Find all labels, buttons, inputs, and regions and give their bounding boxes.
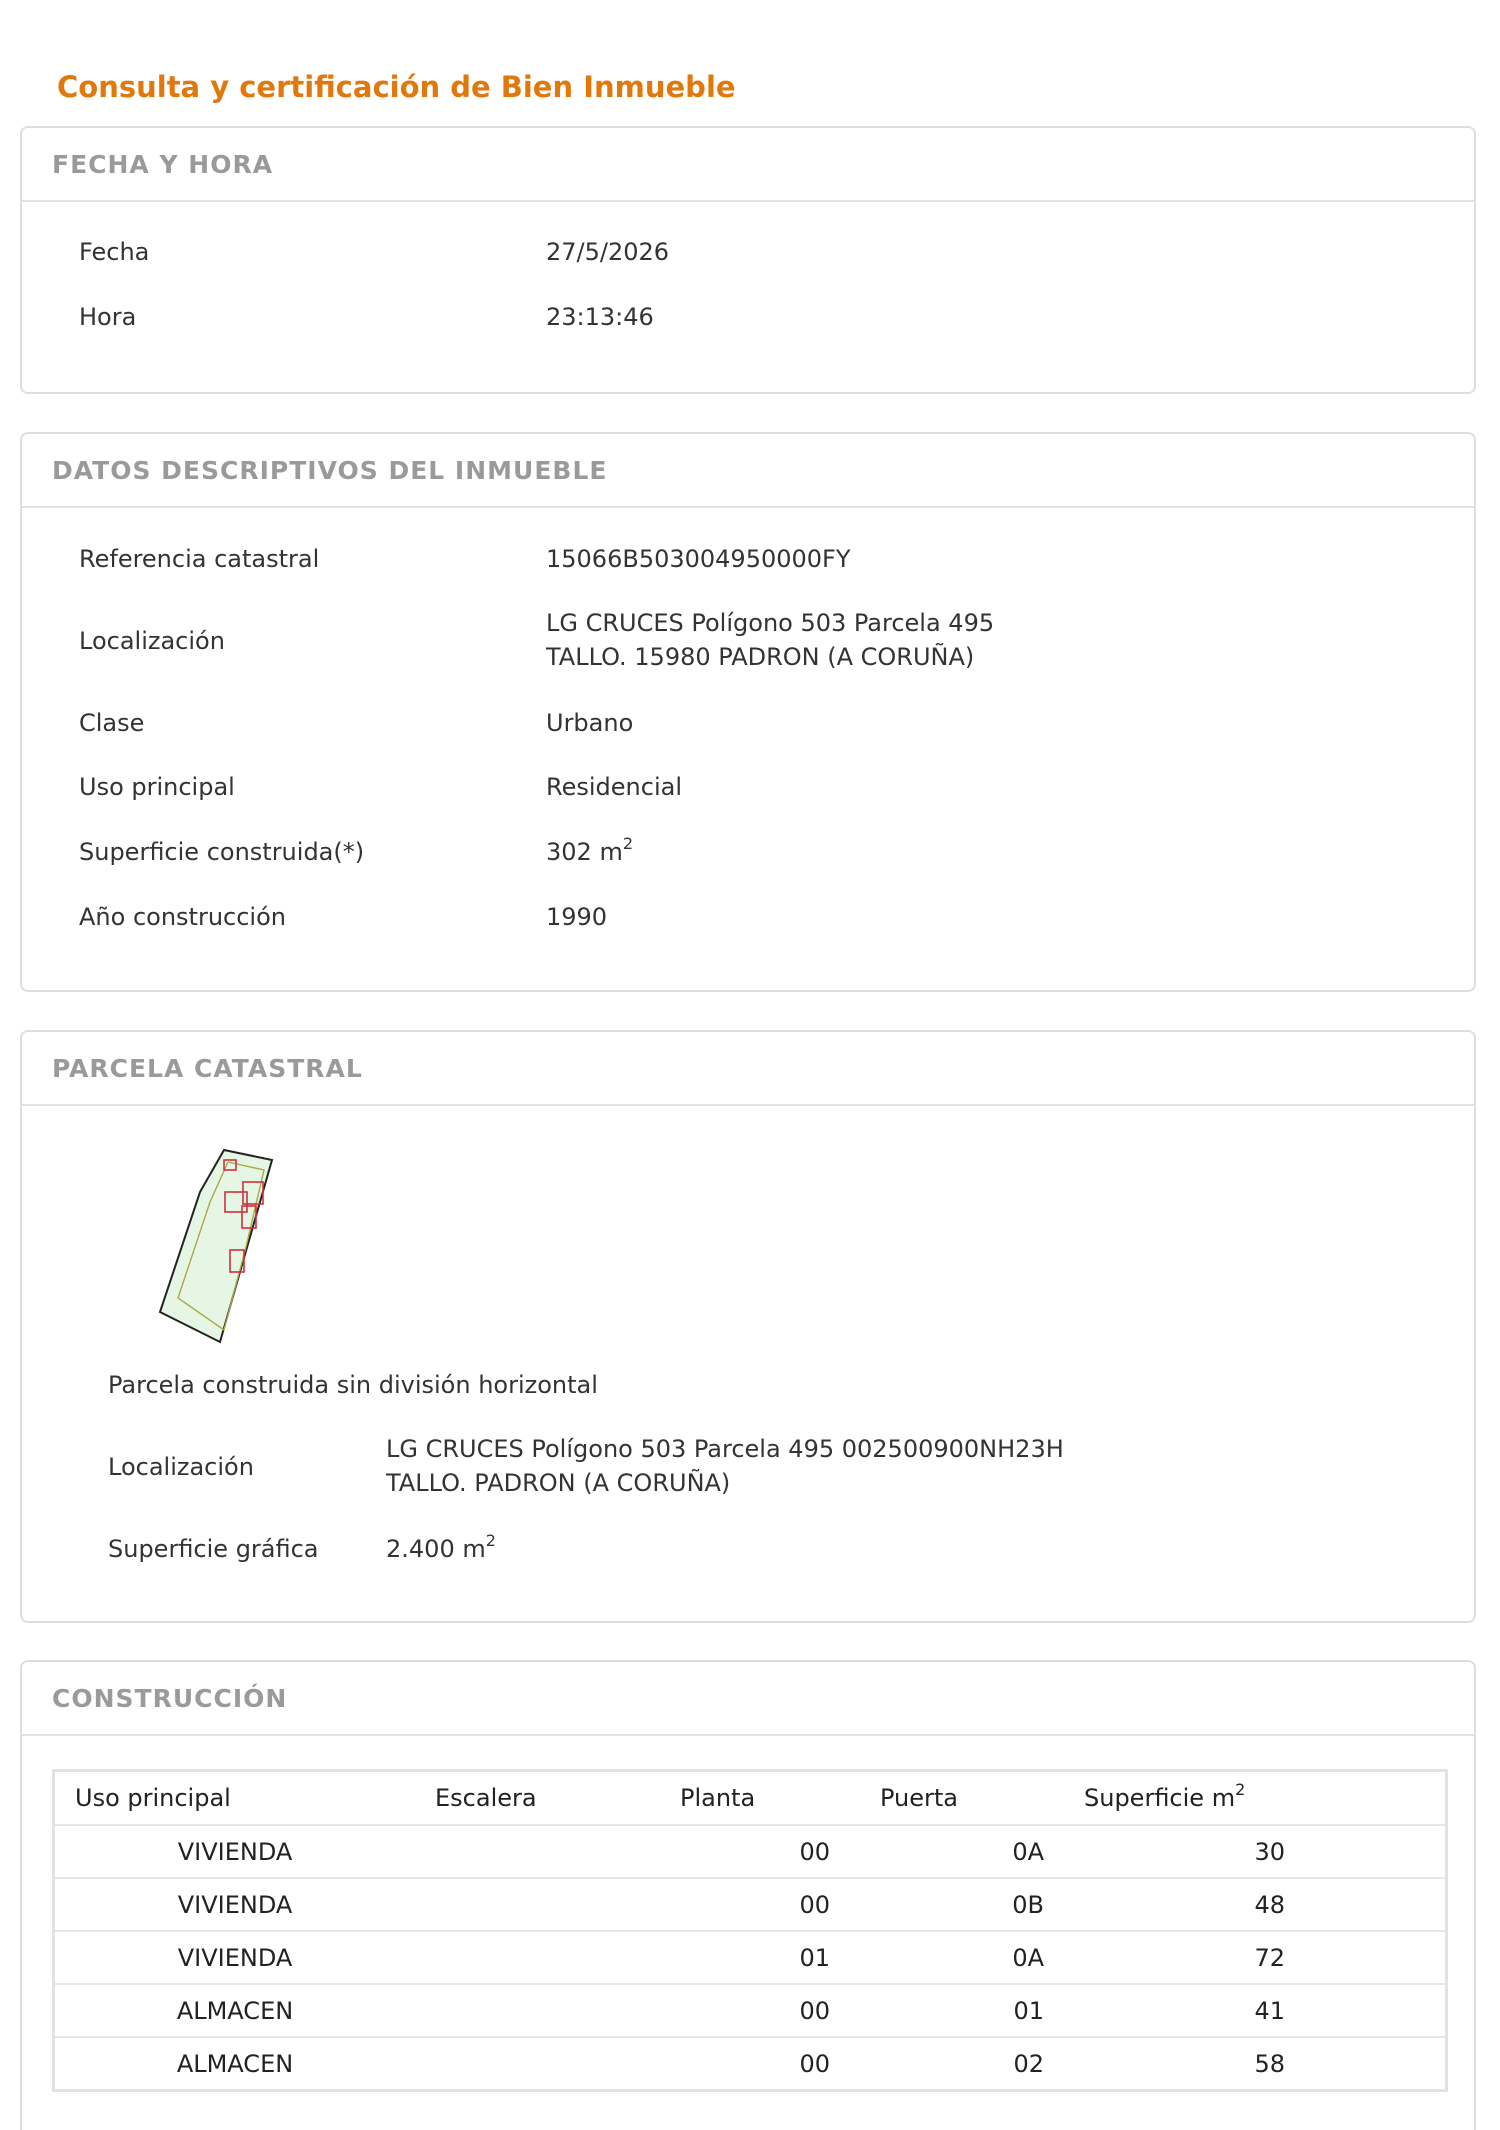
table-header-row	[54, 1771, 1447, 1826]
cell-escalera	[435, 1984, 680, 2037]
cell-puerta: 0A	[880, 1931, 1084, 1984]
cell-escalera	[435, 1878, 680, 1931]
cell-puerta: 02	[880, 2037, 1084, 2091]
datos-heading: DATOS DESCRIPTIVOS DEL INMUEBLE	[22, 434, 1474, 508]
hora-value: 23:13:46	[546, 303, 654, 331]
cell-planta: 00	[680, 1825, 880, 1878]
cell-planta: 00	[680, 1878, 880, 1931]
cell-escalera	[435, 2037, 680, 2091]
cell-puerta: 01	[880, 1984, 1084, 2037]
parcela-heading: PARCELA CATASTRAL	[22, 1032, 1474, 1106]
datos-descriptivos-panel	[20, 432, 1476, 992]
table-row	[54, 2037, 1447, 2091]
cell-uso: VIVIENDA	[54, 1878, 436, 1931]
page-title: Consulta y certificación de Bien Inmueble	[57, 70, 736, 104]
anio-construccion-label: Año construcción	[79, 903, 286, 931]
cell-escalera	[435, 1825, 680, 1878]
localizacion-label: Localización	[79, 627, 225, 655]
parcel-map-image	[142, 1132, 302, 1372]
fecha-hora-heading: FECHA Y HORA	[22, 128, 1474, 202]
cell-superficie: 58	[1084, 2037, 1447, 2091]
superficie-construida-label: Superficie construida(*)	[79, 838, 365, 866]
referencia-value: 15066B503004950000FY	[546, 545, 851, 573]
uso-principal-label: Uso principal	[79, 773, 235, 801]
table-row	[54, 1931, 1447, 1984]
cell-puerta: 0A	[880, 1825, 1084, 1878]
cell-planta: 00	[680, 1984, 880, 2037]
cell-uso: ALMACEN	[54, 1984, 436, 2037]
fecha-label: Fecha	[79, 238, 150, 266]
parcela-catastral-panel	[20, 1030, 1476, 1623]
fecha-hora-panel	[20, 126, 1476, 394]
parcela-localizacion-label: Localización	[108, 1453, 254, 1481]
cell-planta: 01	[680, 1931, 880, 1984]
construccion-heading: CONSTRUCCIÓN	[22, 1662, 1474, 1736]
cell-uso: ALMACEN	[54, 2037, 436, 2091]
col-planta: Planta	[680, 1784, 756, 1812]
cell-superficie: 30	[1084, 1825, 1447, 1878]
parcel-outline	[160, 1150, 272, 1342]
localizacion-line2: TALLO. 15980 PADRON (A CORUÑA)	[546, 643, 975, 671]
localizacion-value	[546, 606, 994, 674]
col-superficie: Superficie $m^2$	[1084, 1780, 1246, 1812]
superficie-grafica-label: Superficie gráfica	[108, 1535, 319, 1563]
construccion-table	[52, 1769, 1448, 2092]
parcela-localizacion-line2: TALLO. PADRON (A CORUÑA)	[386, 1469, 731, 1497]
cell-puerta: 0B	[880, 1878, 1084, 1931]
table-row	[54, 1984, 1447, 2037]
cell-uso: VIVIENDA	[54, 1931, 436, 1984]
parcela-tipo: Parcela construida sin división horizontal	[108, 1371, 598, 1399]
clase-label: Clase	[79, 709, 145, 737]
fecha-value: 27/5/2026	[546, 238, 670, 266]
cell-superficie: 48	[1084, 1878, 1447, 1931]
cell-uso: VIVIENDA	[54, 1825, 436, 1878]
cell-planta: 00	[680, 2037, 880, 2091]
superficie-grafica-value: 2.400 $m^2$	[386, 1531, 496, 1563]
parcela-localizacion-value	[386, 1432, 1064, 1500]
clase-value: Urbano	[546, 709, 634, 737]
superficie-construida-value: 302 $m^2$	[546, 834, 634, 866]
col-uso-principal: Uso principal	[75, 1784, 231, 1812]
col-escalera: Escalera	[435, 1784, 537, 1812]
referencia-label: Referencia catastral	[79, 545, 320, 573]
anio-construccion-value: 1990	[546, 903, 608, 931]
hora-label: Hora	[79, 303, 137, 331]
cell-superficie: 72	[1084, 1931, 1447, 1984]
parcela-localizacion-line1: LG CRUCES Polígono 503 Parcela 495 002500900NH23H	[386, 1435, 1064, 1463]
localizacion-line1: LG CRUCES Polígono 503 Parcela 495	[546, 609, 995, 637]
cell-superficie: 41	[1084, 1984, 1447, 2037]
col-puerta: Puerta	[880, 1784, 959, 1812]
construccion-panel	[20, 1660, 1476, 2130]
uso-principal-value: Residencial	[546, 773, 682, 801]
cell-escalera	[435, 1931, 680, 1984]
table-row	[54, 1878, 1447, 1931]
table-row	[54, 1825, 1447, 1878]
